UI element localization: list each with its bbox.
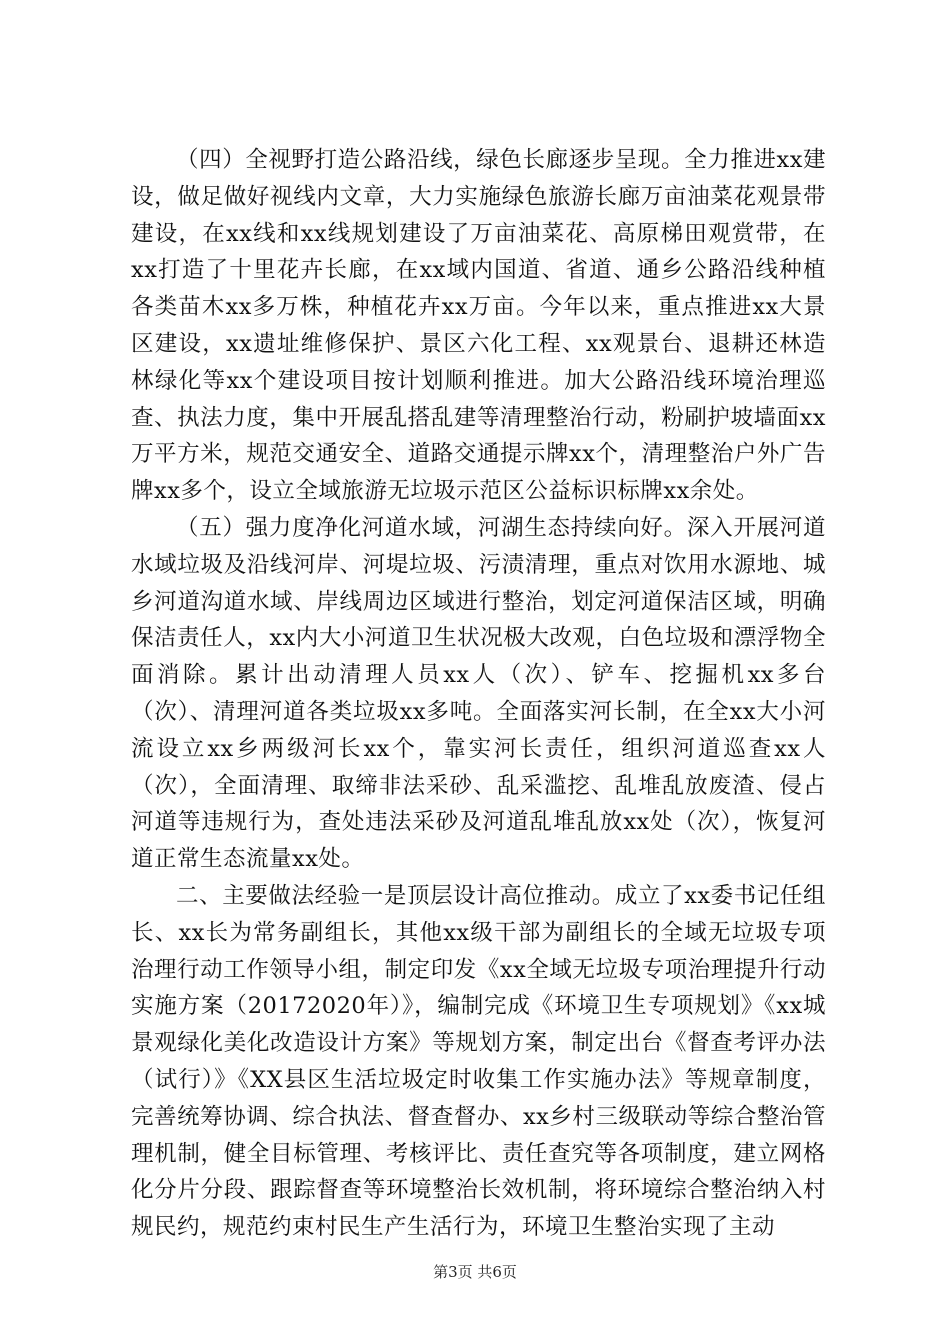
document-body: [131, 142, 826, 1246]
paragraph-section-five: （五）强力度净化河道水域，河湖生态持续向好。深入开展河道水域垃圾及沿线河岸、河堤垃圾、污渍清理，重点对饮用水源地、城乡河道沟道水域、岸线周边区域进行整治，划定河道保洁区域，明确保洁责任人，xx内大小河道卫生状况极大改观，白色垃圾和漂浮物全面消除。累计出动清理人员xx人（次）、铲车、挖掘机xx多台（次）、清理河道各类垃圾xx多吨。全面落实河长制，在全xx大小河流设立xx乡两级河长xx个，靠实河长责任，组织河道巡查xx人（次），全面清理、取缔非法采砂、乱采滥挖、乱堆乱放废渣、侵占河道等违规行为，查处违法采砂及河道乱堆乱放xx处（次），恢复河道正常生态流量xx处。: [131, 514, 826, 873]
page-number-footer: 第3页 共6页: [433, 1263, 517, 1281]
paragraph-section-four: （四）全视野打造公路沿线，绿色长廊逐步呈现。全力推进xx建设，做足做好视线内文章，大力实施绿色旅游长廊万亩油菜花观景带建设，在xx线和xx线规划建设了万亩油菜花、高原梯田观赏带，在xx打造了十里花卉长廊，在xx域内国道、省道、通乡公路沿线种植各类苗木xx多万株，种植花卉xx万亩。今年以来，重点推进xx大景区建设，xx遗址维修保护、景区六化工程、xx观景台、退耕还林造林绿化等xx个建设项目按计划顺利推进。加大公路沿线环境治理巡查、执法力度，集中开展乱搭乱建等清理整治行动，粉刷护坡墙面xx万平方米，规范交通安全、道路交通提示牌xx个，清理整治户外广告牌xx多个，设立全域旅游无垃圾示范区公益标识标牌xx余处。: [131, 147, 826, 505]
paragraph-main-practices: 二、主要做法经验一是顶层设计高位推动。成立了xx委书记任组长、xx长为常务副组长，其他xx级干部为副组长的全域无垃圾专项治理行动工作领导小组，制定印发《xx全域无垃圾专项治理提升行动实施方案（20172020年）》，编制完成《环境卫生专项规划》《xx城景观绿化美化改造设计方案》等规划方案，制定出台《督查考评办法（试行）》《XX县区生活垃圾定时收集工作实施办法》等规章制度，完善统筹协调、综合执法、督查督办、xx乡村三级联动等综合整治管理机制，健全目标管理、考核评比、责任查究等各项制度，建立网格化分片分段、跟踪督查等环境整治长效机制，将环境综合整治纳入村规民约，规范约束村民生产生活行为，环境卫生整治实现了主动: [131, 882, 826, 1241]
